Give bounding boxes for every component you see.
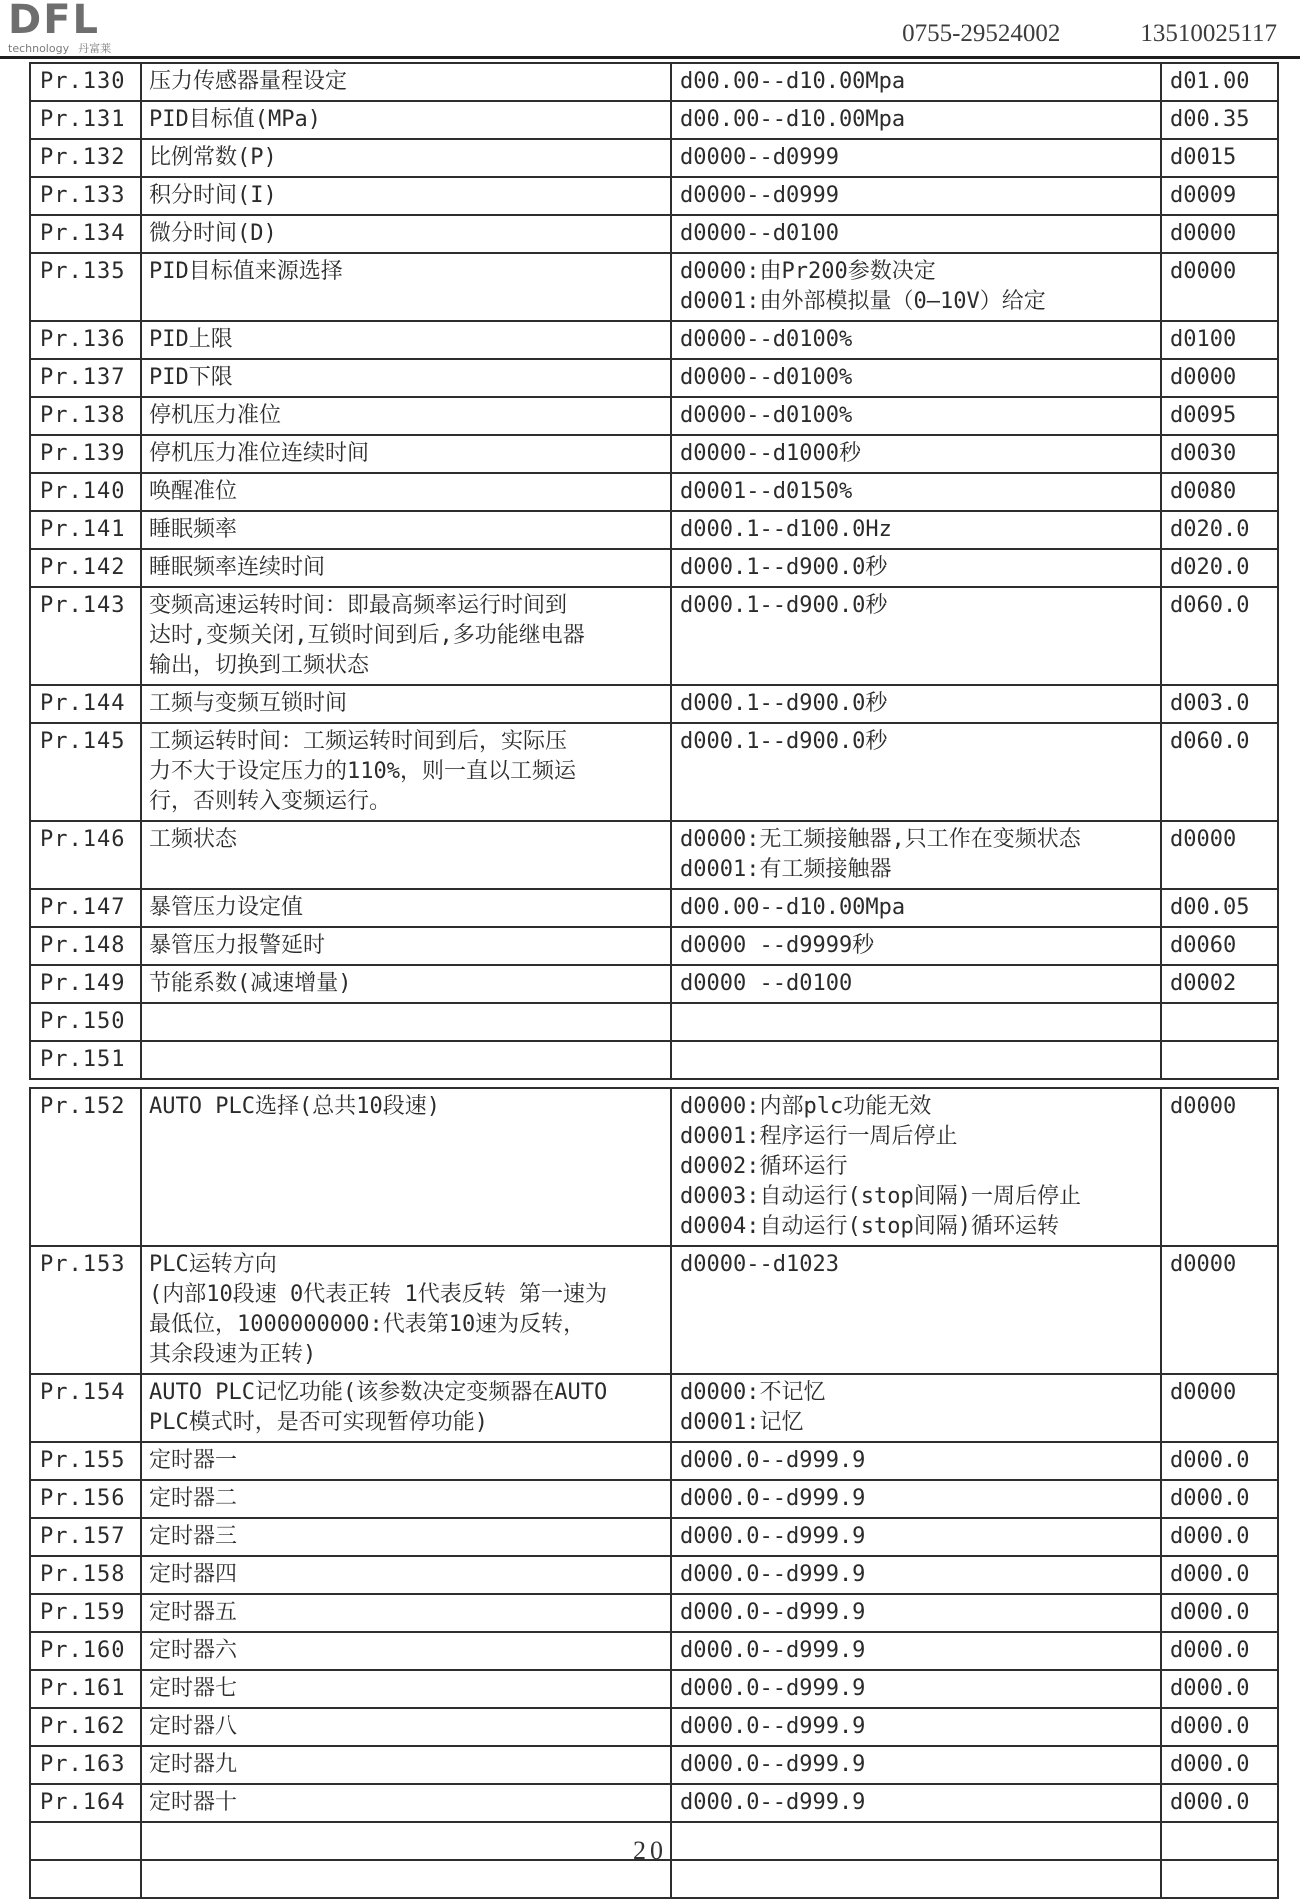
param-range-cell: d000.1--d100.0Hz — [671, 511, 1161, 549]
param-range-cell: d0000:内部plc功能无效 d0001:程序运行一周后停止 d0002:循环运行 d0003:自动运行(stop间隔)一周后停止 d0004:自动运行(stop间隔)循环运转 — [671, 1088, 1161, 1246]
param-range-cell: d0000:无工频接触器,只工作在变频状态 d0001:有工频接触器 — [671, 821, 1161, 889]
param-name-cell: 睡眠频率 — [141, 511, 671, 549]
param-range-cell: d0000 --d0100 — [671, 965, 1161, 1003]
param-name-cell — [141, 1003, 671, 1041]
param-name-cell: PID下限 — [141, 359, 671, 397]
header-divider — [0, 56, 1300, 59]
table-row — [30, 1594, 1278, 1632]
company-logo — [8, 2, 111, 56]
param-default-cell: d020.0 — [1161, 511, 1278, 549]
table-row — [30, 1246, 1278, 1374]
table-row — [30, 549, 1278, 587]
param-name-cell: 工频与变频互锁时间 — [141, 685, 671, 723]
param-id-cell: Pr.147 — [30, 889, 141, 927]
param-name-cell: PID上限 — [141, 321, 671, 359]
param-id-cell: Pr.138 — [30, 397, 141, 435]
param-default-cell: d0009 — [1161, 177, 1278, 215]
param-default-cell: d000.0 — [1161, 1784, 1278, 1822]
param-range-cell: d00.00--d10.00Mpa — [671, 889, 1161, 927]
table-row — [30, 1518, 1278, 1556]
table-row — [30, 1556, 1278, 1594]
param-range-cell: d00.00--d10.00Mpa — [671, 63, 1161, 101]
param-default-cell: d000.0 — [1161, 1632, 1278, 1670]
param-range-cell: d0000--d0100 — [671, 215, 1161, 253]
table-row — [30, 1746, 1278, 1784]
param-default-cell: d0000 — [1161, 1246, 1278, 1374]
param-id-cell: Pr.154 — [30, 1374, 141, 1442]
param-default-cell — [1161, 1041, 1278, 1079]
param-id-cell: Pr.153 — [30, 1246, 141, 1374]
table-row — [30, 1632, 1278, 1670]
logo-subtitle-cn: 丹富莱 — [78, 42, 112, 55]
param-range-cell: d000.0--d999.9 — [671, 1442, 1161, 1480]
table-row — [30, 1041, 1278, 1079]
param-id-cell: Pr.134 — [30, 215, 141, 253]
param-default-cell: d020.0 — [1161, 549, 1278, 587]
param-name-cell: 工频运转时间：工频运转时间到后，实际压 力不大于设定压力的110%，则一直以工频运 行，否则转入变频运行。 — [141, 723, 671, 821]
table-row — [30, 1088, 1278, 1246]
param-name-cell: AUTO PLC记忆功能(该参数决定变频器在AUTO PLC模式时，是否可实现暂停功能) — [141, 1374, 671, 1442]
param-default-cell: d0080 — [1161, 473, 1278, 511]
table-row — [30, 1784, 1278, 1822]
param-name-cell: 暴管压力设定值 — [141, 889, 671, 927]
parameter-table-section-2 — [29, 1087, 1279, 1899]
param-id-cell: Pr.137 — [30, 359, 141, 397]
param-id-cell: Pr.130 — [30, 63, 141, 101]
table-row — [30, 723, 1278, 821]
param-id-cell: Pr.133 — [30, 177, 141, 215]
param-name-cell: 定时器八 — [141, 1708, 671, 1746]
param-id-cell: Pr.148 — [30, 927, 141, 965]
param-default-cell: d00.05 — [1161, 889, 1278, 927]
param-id-cell: Pr.163 — [30, 1746, 141, 1784]
table-row — [30, 1670, 1278, 1708]
param-id-cell: Pr.161 — [30, 1670, 141, 1708]
param-name-cell: 定时器六 — [141, 1632, 671, 1670]
table-row — [30, 359, 1278, 397]
param-name-cell: 比例常数(P) — [141, 139, 671, 177]
table-row — [30, 397, 1278, 435]
param-name-cell: AUTO PLC选择(总共10段速) — [141, 1088, 671, 1246]
param-default-cell: d000.0 — [1161, 1594, 1278, 1632]
param-name-cell: 定时器九 — [141, 1746, 671, 1784]
param-name-cell — [141, 1041, 671, 1079]
param-range-cell: d000.0--d999.9 — [671, 1518, 1161, 1556]
param-default-cell: d0015 — [1161, 139, 1278, 177]
param-id-cell: Pr.131 — [30, 101, 141, 139]
param-range-cell: d000.1--d900.0秒 — [671, 685, 1161, 723]
param-range-cell: d000.0--d999.9 — [671, 1556, 1161, 1594]
param-default-cell: d000.0 — [1161, 1556, 1278, 1594]
param-default-cell: d060.0 — [1161, 723, 1278, 821]
table-row — [30, 215, 1278, 253]
param-default-cell: d000.0 — [1161, 1442, 1278, 1480]
param-id-cell: Pr.158 — [30, 1556, 141, 1594]
param-default-cell: d000.0 — [1161, 1708, 1278, 1746]
param-name-cell: 定时器七 — [141, 1670, 671, 1708]
param-name-cell: 定时器五 — [141, 1594, 671, 1632]
param-range-cell: d000.1--d900.0秒 — [671, 549, 1161, 587]
param-name-cell: 定时器二 — [141, 1480, 671, 1518]
table-row — [30, 473, 1278, 511]
logo-subtitle-en: technology — [8, 42, 70, 55]
phone-primary: 0755-29524002 — [902, 20, 1061, 47]
param-range-cell: d0000--d1023 — [671, 1246, 1161, 1374]
table-row — [30, 511, 1278, 549]
param-id-cell: Pr.164 — [30, 1784, 141, 1822]
param-name-cell: 停机压力准位连续时间 — [141, 435, 671, 473]
param-default-cell: d0000 — [1161, 1088, 1278, 1246]
param-id-cell: Pr.157 — [30, 1518, 141, 1556]
contact-phones — [902, 20, 1277, 48]
parameter-table-container — [29, 62, 1277, 1899]
param-range-cell: d0000--d0999 — [671, 177, 1161, 215]
param-name-cell: 工频状态 — [141, 821, 671, 889]
param-id-cell: Pr.150 — [30, 1003, 141, 1041]
table-row — [30, 927, 1278, 965]
param-range-cell: d0000:由Pr200参数决定 d0001:由外部模拟量（0—10V）给定 — [671, 253, 1161, 321]
table-row — [30, 1708, 1278, 1746]
param-range-cell: d0000:不记忆 d0001:记忆 — [671, 1374, 1161, 1442]
table-row — [30, 685, 1278, 723]
table-row — [30, 1003, 1278, 1041]
table-row — [30, 1442, 1278, 1480]
param-default-cell: d0060 — [1161, 927, 1278, 965]
param-id-cell: Pr.162 — [30, 1708, 141, 1746]
param-id-cell: Pr.152 — [30, 1088, 141, 1246]
page-number: 20 — [633, 1836, 667, 1865]
table-row — [30, 435, 1278, 473]
param-default-cell: d0100 — [1161, 321, 1278, 359]
param-id-cell: Pr.146 — [30, 821, 141, 889]
table-row — [30, 63, 1278, 101]
param-range-cell: d0000--d0100% — [671, 397, 1161, 435]
param-name-cell: 唤醒准位 — [141, 473, 671, 511]
param-name-cell: 定时器三 — [141, 1518, 671, 1556]
param-name-cell: PLC运转方向 (内部10段速 0代表正转 1代表反转 第一速为 最低位，1000000000:代表第10速为反转， 其余段速为正转) — [141, 1246, 671, 1374]
table-row — [30, 965, 1278, 1003]
table-row — [30, 587, 1278, 685]
param-range-cell: d0001--d0150% — [671, 473, 1161, 511]
param-default-cell — [1161, 1003, 1278, 1041]
param-id-cell: Pr.142 — [30, 549, 141, 587]
param-default-cell: d003.0 — [1161, 685, 1278, 723]
table-row — [30, 321, 1278, 359]
table-row — [30, 101, 1278, 139]
param-id-cell: Pr.156 — [30, 1480, 141, 1518]
param-range-cell: d0000--d0100% — [671, 321, 1161, 359]
param-default-cell: d000.0 — [1161, 1670, 1278, 1708]
param-range-cell — [671, 1041, 1161, 1079]
param-name-cell: 暴管压力报警延时 — [141, 927, 671, 965]
param-range-cell: d000.0--d999.9 — [671, 1480, 1161, 1518]
param-default-cell: d0095 — [1161, 397, 1278, 435]
param-name-cell: 停机压力准位 — [141, 397, 671, 435]
param-range-cell: d0000--d0999 — [671, 139, 1161, 177]
param-range-cell: d000.0--d999.9 — [671, 1746, 1161, 1784]
param-id-cell: Pr.140 — [30, 473, 141, 511]
param-default-cell: d0000 — [1161, 1374, 1278, 1442]
param-range-cell: d0000--d0100% — [671, 359, 1161, 397]
param-range-cell: d000.0--d999.9 — [671, 1632, 1161, 1670]
param-default-cell: d0000 — [1161, 253, 1278, 321]
param-name-cell: PID目标值(MPa) — [141, 101, 671, 139]
param-default-cell: d000.0 — [1161, 1480, 1278, 1518]
param-default-cell: d0030 — [1161, 435, 1278, 473]
table-row — [30, 139, 1278, 177]
param-name-cell: 定时器四 — [141, 1556, 671, 1594]
logo-subtitle — [8, 40, 111, 56]
param-range-cell: d0000 --d9999秒 — [671, 927, 1161, 965]
param-range-cell: d000.0--d999.9 — [671, 1594, 1161, 1632]
param-id-cell: Pr.139 — [30, 435, 141, 473]
param-id-cell: Pr.155 — [30, 1442, 141, 1480]
param-name-cell: 积分时间(I) — [141, 177, 671, 215]
param-range-cell: d000.0--d999.9 — [671, 1784, 1161, 1822]
param-default-cell: d0000 — [1161, 215, 1278, 253]
param-default-cell: d000.0 — [1161, 1518, 1278, 1556]
param-default-cell: d01.00 — [1161, 63, 1278, 101]
param-range-cell: d000.0--d999.9 — [671, 1670, 1161, 1708]
param-name-cell: 定时器十 — [141, 1784, 671, 1822]
param-default-cell: d000.0 — [1161, 1746, 1278, 1784]
param-name-cell: PID目标值来源选择 — [141, 253, 671, 321]
param-id-cell: Pr.160 — [30, 1632, 141, 1670]
param-range-cell: d000.0--d999.9 — [671, 1708, 1161, 1746]
param-id-cell: Pr.149 — [30, 965, 141, 1003]
param-name-cell: 睡眠频率连续时间 — [141, 549, 671, 587]
logo-wordmark: DFL — [8, 0, 101, 43]
param-id-cell: Pr.145 — [30, 723, 141, 821]
param-default-cell: d0000 — [1161, 359, 1278, 397]
parameter-table-section-1 — [29, 62, 1279, 1080]
param-id-cell: Pr.132 — [30, 139, 141, 177]
param-id-cell: Pr.136 — [30, 321, 141, 359]
table-row — [30, 1480, 1278, 1518]
param-name-cell: 微分时间(D) — [141, 215, 671, 253]
param-range-cell: d000.1--d900.0秒 — [671, 723, 1161, 821]
phone-secondary: 13510025117 — [1140, 20, 1277, 47]
param-id-cell: Pr.135 — [30, 253, 141, 321]
table-row — [30, 1374, 1278, 1442]
param-id-cell: Pr.143 — [30, 587, 141, 685]
param-range-cell: d0000--d1000秒 — [671, 435, 1161, 473]
param-id-cell: Pr.141 — [30, 511, 141, 549]
param-default-cell: d00.35 — [1161, 101, 1278, 139]
param-range-cell — [671, 1003, 1161, 1041]
param-id-cell: Pr.144 — [30, 685, 141, 723]
table-row — [30, 821, 1278, 889]
param-range-cell: d00.00--d10.00Mpa — [671, 101, 1161, 139]
param-name-cell: 节能系数(减速增量) — [141, 965, 671, 1003]
param-name-cell: 压力传感器量程设定 — [141, 63, 671, 101]
param-range-cell: d000.1--d900.0秒 — [671, 587, 1161, 685]
param-name-cell: 变频高速运转时间：即最高频率运行时间到 达时,变频关闭,互锁时间到后,多功能继电器 输出，切换到工频状态 — [141, 587, 671, 685]
table-row — [30, 177, 1278, 215]
param-id-cell: Pr.159 — [30, 1594, 141, 1632]
param-default-cell: d0002 — [1161, 965, 1278, 1003]
table-row — [30, 889, 1278, 927]
param-default-cell: d060.0 — [1161, 587, 1278, 685]
param-default-cell: d0000 — [1161, 821, 1278, 889]
param-name-cell: 定时器一 — [141, 1442, 671, 1480]
table-row — [30, 253, 1278, 321]
param-id-cell: Pr.151 — [30, 1041, 141, 1079]
